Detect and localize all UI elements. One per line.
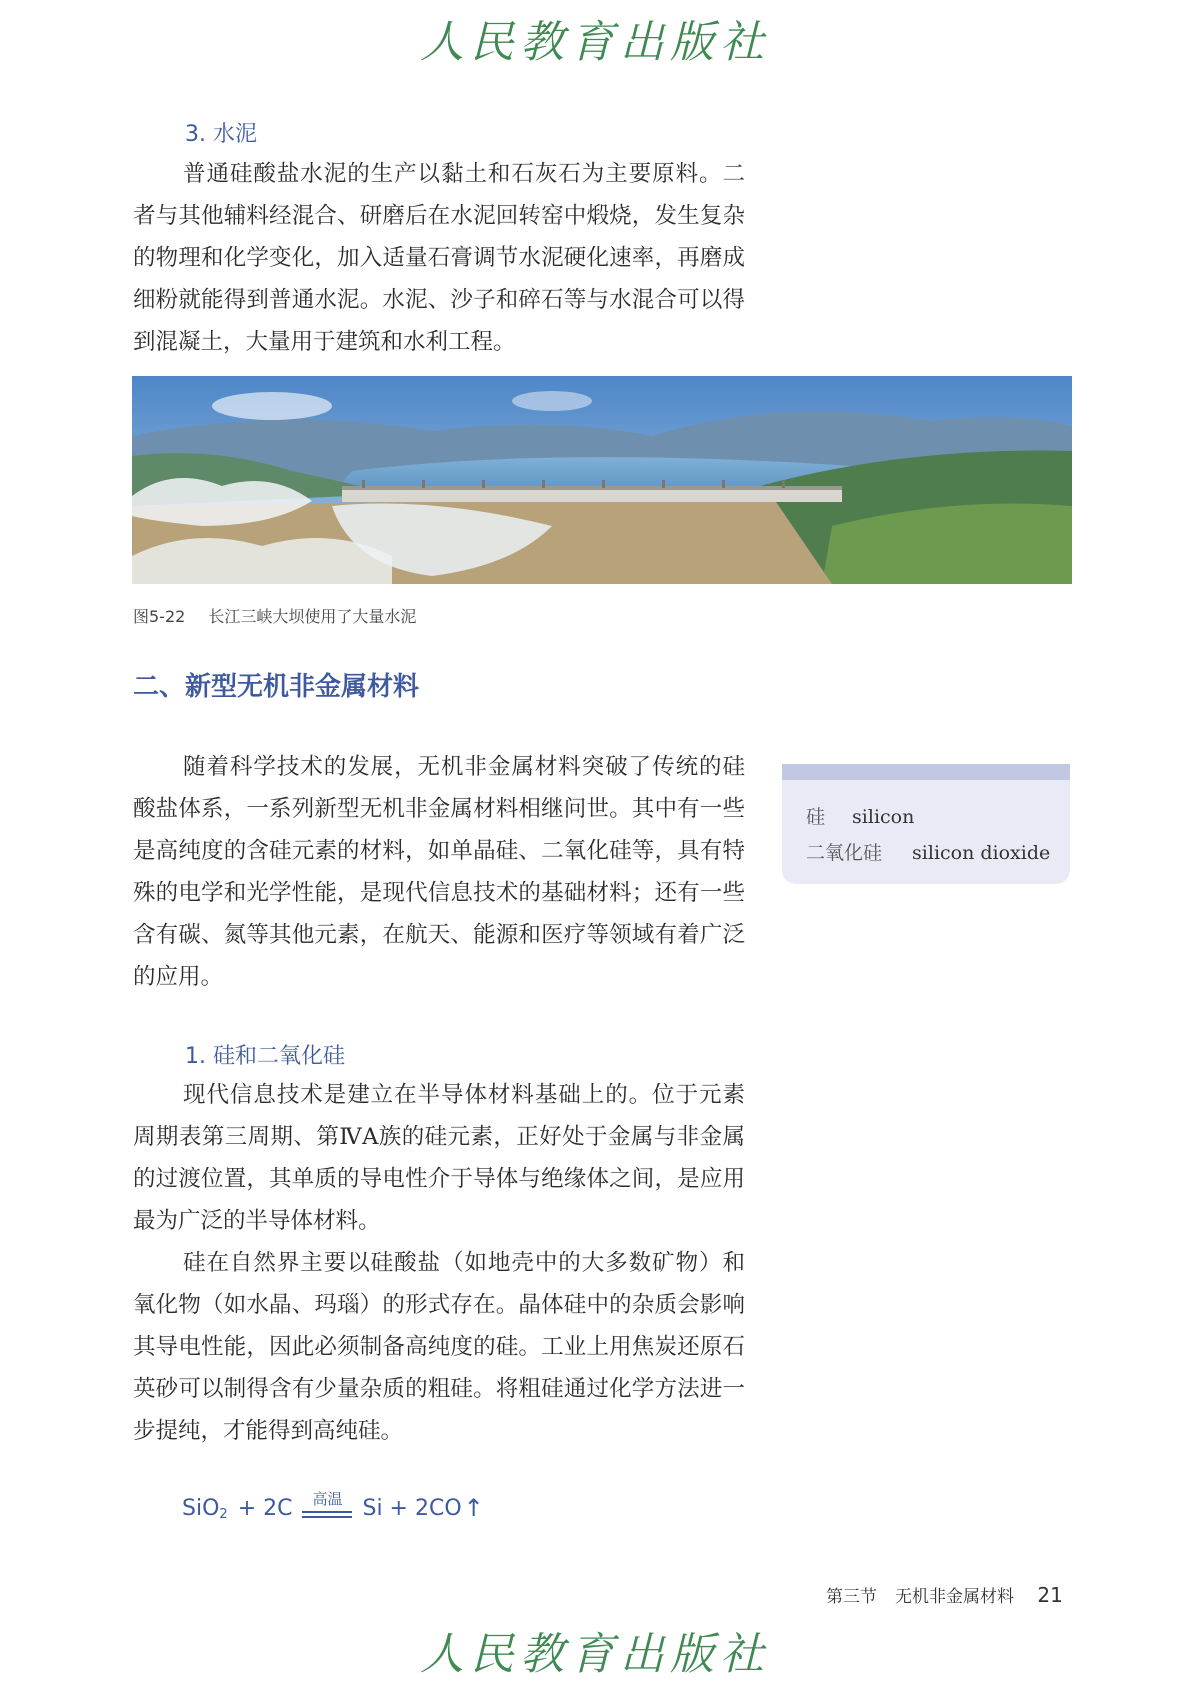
chemical-equation [182, 1478, 484, 1538]
figure-number: 图5-22 [133, 607, 186, 626]
equation-condition-label: 高温 [312, 1490, 343, 1508]
footer-section: 第三节 [826, 1587, 877, 1607]
section-heading-new-materials: 二、新型无机非金属材料 [133, 672, 420, 702]
figure-caption-text: 长江三峡大坝使用了大量水泥 [208, 607, 417, 626]
silicon-paragraph-1: 现代信息技术是建立在半导体材料基础上的。位于元素周期表第三周期、第ⅣA族的硅元素，正好处于金属与非金属的过渡位置，其单质的导电性介于导体与绝缘体之间，是应用最为广泛的半导体材料。 [133, 1082, 745, 1234]
silicon-paragraph-2: 硅在自然界主要以硅酸盐（如地壳中的大多数矿物）和氧化物（如水晶、玛瑙）的形式存在。晶体硅中的杂质会影响其导电性能，因此必须制备高纯度的硅。工业上用焦炭还原石英砂可以制得含有少量杂质的粗硅。将粗硅通过化学方法进一步提纯，才能得到高纯硅。 [133, 1250, 745, 1444]
equation-equals-line [302, 1516, 352, 1518]
publisher-watermark-top: 人民教育出版社 [420, 17, 770, 68]
equation-condition [302, 1490, 352, 1518]
gas-arrow-icon: ↑ [463, 1494, 484, 1522]
new-materials-intro-paragraph: 随着科学技术的发展，无机非金属材料突破了传统的硅酸盐体系，一系列新型无机非金属材料相继问世。其中有一些是高纯度的含硅元素的材料，如单晶硅、二氧化硅等，具有特殊的电学和光学性能，是现代信息技术的基础材料；还有一些含有碳、氮等其他元素，在航天、能源和医疗等领域有着广泛的应用。 [133, 754, 745, 990]
equation-products: Si + 2CO [362, 1495, 462, 1521]
three-gorges-dam-photo [132, 376, 1072, 584]
equation-equals-line [302, 1511, 352, 1513]
glossary-box [782, 764, 1070, 884]
equation-subscript: 2 [219, 1506, 228, 1522]
page-footer [826, 1582, 1063, 1607]
footer-title: 无机非金属材料 [895, 1587, 1014, 1607]
equation-reactant-sio2: SiO [182, 1495, 220, 1521]
page-number: 21 [1037, 1583, 1063, 1607]
glossary-term-en: silicon dioxide [912, 842, 1051, 864]
glossary-entry [806, 802, 1070, 838]
publisher-watermark-bottom: 人民教育出版社 [420, 1629, 770, 1680]
glossary-entry [806, 838, 1070, 874]
glossary-term-en: silicon [852, 806, 915, 828]
subsection-heading-cement: 3. 水泥 [185, 122, 257, 147]
equation-reactant-carbon: + 2C [237, 1495, 293, 1521]
cement-paragraph: 普通硅酸盐水泥的生产以黏土和石灰石为主要原料。二者与其他辅料经混合、研磨后在水泥回转窑中煅烧，发生复杂的物理和化学变化，加入适量石膏调节水泥硬化速率，再磨成细粉就能得到普通水泥。水泥、沙子和碎石等与水混合可以得到混凝土，大量用于建筑和水利工程。 [133, 161, 745, 355]
glossary-term-zh: 二氧化硅 [806, 842, 883, 864]
subsection-heading-silicon: 1. 硅和二氧化硅 [185, 1044, 345, 1069]
figure-caption [133, 604, 416, 627]
glossary-term-zh: 硅 [806, 806, 826, 828]
